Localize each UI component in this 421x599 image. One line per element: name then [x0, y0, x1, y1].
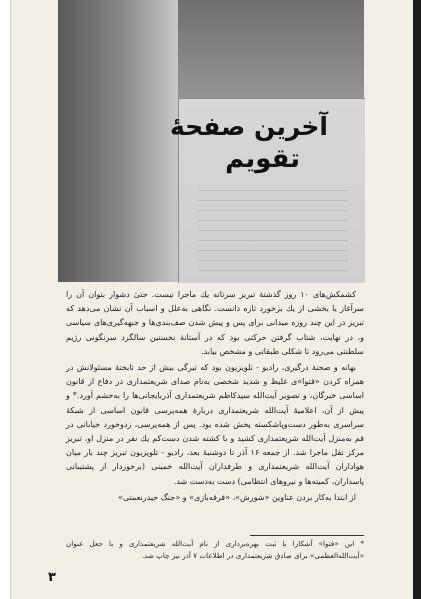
article-title-line1: آخرین صفحهٔ [169, 112, 328, 141]
footnote: * این «فتوا» آشکارا با ثبت بهره‌برداری از نام آیت‌الله شریعتمداری و با جعل عنوان «آیت‌الله‌العظمی» برای صادق شریعتمداری در اطلاعات ۷ آذر نیز چاپ شد. [66, 539, 364, 560]
curled-page-shadow [58, 0, 178, 282]
faint-text-lines [198, 190, 348, 280]
paragraph-1: کشمکش‌های ۱۰ روز گذشتهٔ تبریز سرتاته یك ماجرا نیست. حتیٰ دشوار بتوان آن را سرآغاز یا بخشی از یك برخورد تازه دانست. نگاهی به‌علل و اسباب آن نشان می‌دهد که تبریز در این چند روزه میدانی برای پس و پیش شدن صف‌بندی‌ها و جبهه‌گیری‌های سیاسی و، در نهایت، شتاب گرفتن حرکتی بود که در آستانهٔ نخستین سالگرد سرنگونی رژیم سلطنتی می‌رود تا شکلی طبقاتی و مشخص بیابد. [66, 290, 364, 356]
page-number: ۳ [48, 570, 56, 585]
page-edge [413, 0, 421, 599]
paragraph-2: بهانه و صحنهٔ درگیری، رادیو - تلویزیون بود که تیرگی بیش از حد تابختهٔ مسئولانش در همراه کردن «فتوا»ی غلیظ و شدید شخصی به‌نام صدای شریعتمداری در دفاع از قانون اساسی خبرگان، و تصویر آیت‌الله سیدکاظم شریعتمداری آذربایجانی‌ها را به‌خشم آورد.* و پیش از آن، اعلامیهٔ آیت‌الله شریعتمداری دربارهٔ همه‌پرسی قانون اساسی از شبکهٔ سراسری به‌طور دست‌وپاشکسته پخش شده بود. پس از همه‌پرسی، زدوخورد خیابانی در قم به‌منزل آیت‌الله شریعتمداری کشید و با کشته شدن دست‌کم یك نفر در منزل او، تبریز مرکز تقل ماجرا شد. از جمعه ۱۶ آذر تا دوشنبهٔ بعد، رادیو - تلویزیون تبریز چند بار میان هواداران آیت‌الله شریعتمداری و طرفداران آیت‌الله خمینی (برخوردار از پشتیبانی پاسداران، کمیته‌ها و نیروهای انتظامی) دست به‌دست شد. [66, 363, 364, 486]
article-body [66, 288, 364, 507]
footnote-divider [250, 535, 364, 536]
paragraph-3: از ابتدا به‌کار بردن عناوین «شورش»، «فرقه‌بازی» و «جنگ حیدرنعمتی» [118, 492, 356, 502]
article-title-line2: تقویم [225, 144, 300, 174]
